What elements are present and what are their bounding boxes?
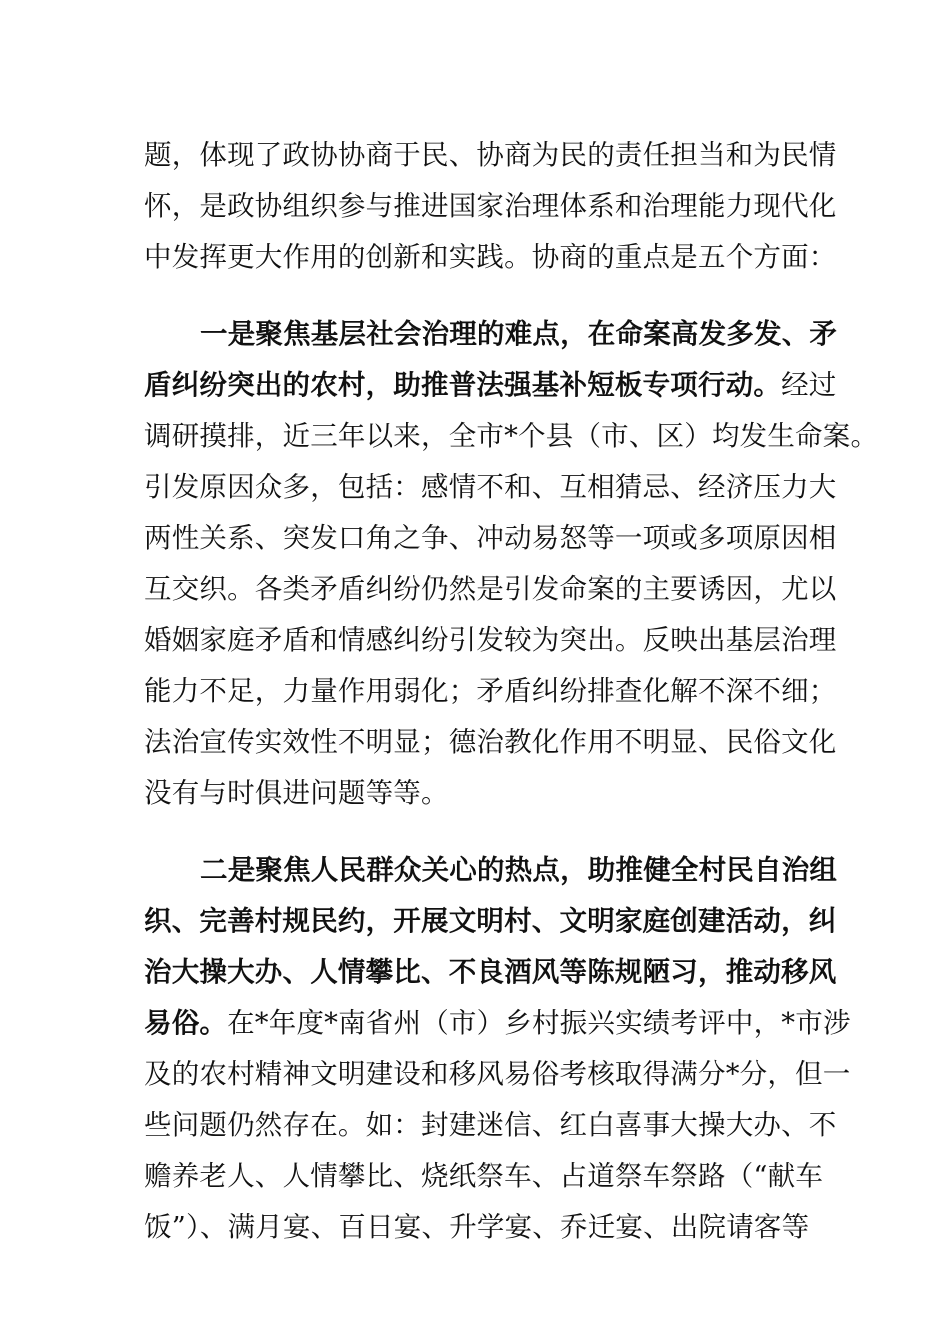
- text-line-bold: 二是聚焦人民群众关心的热点，助推健全村民自治组: [200, 854, 838, 886]
- bold-text: 易俗。: [144, 1007, 228, 1039]
- text-line: 赡养老人、人情攀比、烧纸祭车、占道祭车祭路（“献车: [144, 1160, 824, 1192]
- text-line: 互交织。各类矛盾纠纷仍然是引发命案的主要诱因，尤以: [144, 573, 837, 605]
- document-body: [144, 130, 879, 1253]
- text-line-mixed: [144, 360, 837, 411]
- text-line: 两性关系、突发口角之争、冲动易怒等一项或多项原因相: [144, 522, 837, 554]
- regular-text: 在*年度*南省州（市）乡村振兴实绩考评中，*市涉: [227, 1007, 851, 1039]
- regular-text: 经过: [781, 369, 837, 401]
- paragraph-point-one: [144, 309, 879, 819]
- text-line-bold: 织、完善村规民约，开展文明村、文明家庭创建活动，纠: [144, 905, 837, 937]
- paragraph-gap: [144, 283, 814, 309]
- text-line: 调研摸排，近三年以来，全市*个县（市、区）均发生命案。: [144, 420, 879, 452]
- text-line: 及的农村精神文明建设和移风易俗考核取得满分*分，但一: [144, 1058, 851, 1090]
- paragraph-point-two: [144, 845, 851, 1253]
- text-line: 些问题仍然存在。如：封建迷信、红白喜事大操大办、不: [144, 1109, 837, 1141]
- text-line-bold: 治大操大办、人情攀比、不良酒风等陈规陋习，推动移风: [144, 956, 837, 988]
- text-line: 饭”）、满月宴、百日宴、升学宴、乔迁宴、出院请客等: [144, 1211, 810, 1243]
- text-line: 题，体现了政协协商于民、协商为民的责任担当和为民情: [144, 139, 837, 171]
- bold-text: 盾纠纷突出的农村，助推普法强基补短板专项行动。: [144, 369, 782, 401]
- text-line: 怀，是政协组织参与推进国家治理体系和治理能力现代化: [144, 190, 837, 222]
- text-line: 能力不足，力量作用弱化；矛盾纠纷排查化解不深不细；: [144, 675, 837, 707]
- paragraph-gap: [144, 819, 814, 845]
- text-line-bold: 一是聚焦基层社会治理的难点，在命案高发多发、矛: [200, 318, 838, 350]
- text-line: 没有与时俱进问题等等。: [144, 777, 449, 809]
- paragraph-intro: [144, 130, 837, 283]
- text-line: 引发原因众多，包括：感情不和、互相猜忌、经济压力大: [144, 471, 837, 503]
- text-line: 法治宣传实效性不明显；德治教化作用不明显、民俗文化: [144, 726, 837, 758]
- text-line-mixed: [144, 998, 851, 1049]
- text-line: 中发挥更大作用的创新和实践。协商的重点是五个方面：: [144, 241, 837, 273]
- text-line: 婚姻家庭矛盾和情感纠纷引发较为突出。反映出基层治理: [144, 624, 837, 656]
